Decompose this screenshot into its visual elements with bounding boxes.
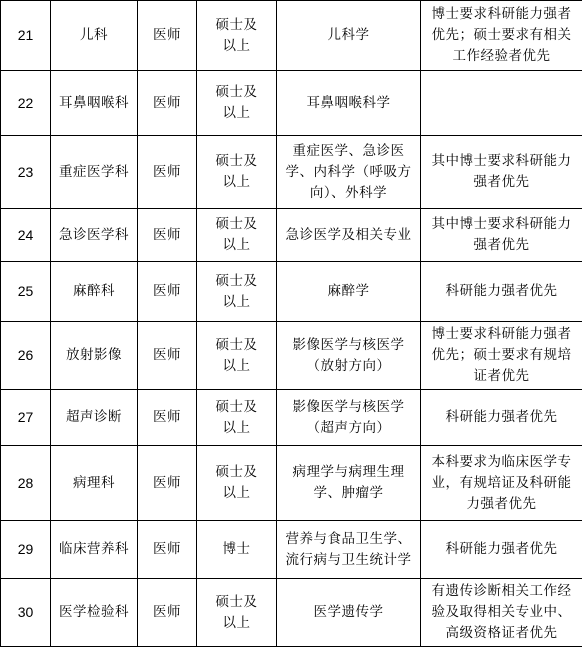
degree-cell: 硕士及以上 — [197, 322, 277, 390]
position-cell: 医师 — [138, 322, 197, 390]
note-cell: 科研能力强者优先 — [421, 262, 582, 322]
row-number: 22 — [1, 71, 51, 136]
department-cell: 儿科 — [51, 1, 138, 71]
row-number: 24 — [1, 209, 51, 262]
department-cell: 医学检验科 — [51, 579, 138, 647]
position-cell: 医师 — [138, 579, 197, 647]
degree-cell: 硕士及以上 — [197, 579, 277, 647]
major-cell: 麻醉学 — [277, 262, 421, 322]
note-cell: 其中博士要求科研能力强者优先 — [421, 136, 582, 209]
degree-cell: 硕士及以上 — [197, 209, 277, 262]
table-row — [1, 579, 582, 647]
table-row — [1, 71, 582, 136]
position-cell: 医师 — [138, 521, 197, 579]
position-cell: 医师 — [138, 71, 197, 136]
row-number: 30 — [1, 579, 51, 647]
degree-cell: 硕士及以上 — [197, 1, 277, 71]
note-cell: 科研能力强者优先 — [421, 521, 582, 579]
department-cell: 重症医学科 — [51, 136, 138, 209]
major-cell: 影像医学与核医学（超声方向） — [277, 390, 421, 446]
degree-cell: 硕士及以上 — [197, 446, 277, 521]
department-cell: 麻醉科 — [51, 262, 138, 322]
department-cell: 放射影像 — [51, 322, 138, 390]
degree-cell: 硕士及以上 — [197, 71, 277, 136]
department-cell: 临床营养科 — [51, 521, 138, 579]
major-cell: 耳鼻咽喉科学 — [277, 71, 421, 136]
table-row — [1, 136, 582, 209]
major-cell: 营养与食品卫生学、流行病与卫生统计学 — [277, 521, 421, 579]
degree-cell: 硕士及以上 — [197, 262, 277, 322]
major-cell: 重症医学、急诊医学、内科学（呼吸方向）、外科学 — [277, 136, 421, 209]
department-cell: 急诊医学科 — [51, 209, 138, 262]
position-cell: 医师 — [138, 1, 197, 71]
row-number: 29 — [1, 521, 51, 579]
position-cell: 医师 — [138, 446, 197, 521]
note-cell: 其中博士要求科研能力强者优先 — [421, 209, 582, 262]
note-cell: 博士要求科研能力强者优先；硕士要求有相关工作经验者优先 — [421, 1, 582, 71]
degree-cell: 博士 — [197, 521, 277, 579]
department-cell: 超声诊断 — [51, 390, 138, 446]
note-cell: 科研能力强者优先 — [421, 390, 582, 446]
major-cell: 急诊医学及相关专业 — [277, 209, 421, 262]
degree-cell: 硕士及以上 — [197, 136, 277, 209]
table-row — [1, 209, 582, 262]
note-cell: 本科要求为临床医学专业，有规培证及科研能力强者优先 — [421, 446, 582, 521]
major-cell: 儿科学 — [277, 1, 421, 71]
position-cell: 医师 — [138, 209, 197, 262]
table-row — [1, 1, 582, 71]
row-number: 28 — [1, 446, 51, 521]
major-cell: 病理学与病理生理学、肿瘤学 — [277, 446, 421, 521]
table-row — [1, 390, 582, 446]
position-cell: 医师 — [138, 136, 197, 209]
row-number: 26 — [1, 322, 51, 390]
position-cell: 医师 — [138, 390, 197, 446]
degree-cell: 硕士及以上 — [197, 390, 277, 446]
department-cell: 病理科 — [51, 446, 138, 521]
row-number: 23 — [1, 136, 51, 209]
major-cell: 医学遗传学 — [277, 579, 421, 647]
table-row — [1, 322, 582, 390]
position-cell: 医师 — [138, 262, 197, 322]
table-row — [1, 446, 582, 521]
row-number: 21 — [1, 1, 51, 71]
major-cell: 影像医学与核医学（放射方向） — [277, 322, 421, 390]
department-cell: 耳鼻咽喉科 — [51, 71, 138, 136]
row-number: 25 — [1, 262, 51, 322]
note-cell: 有遗传诊断相关工作经验及取得相关专业中、高级资格证者优先 — [421, 579, 582, 647]
table-row — [1, 262, 582, 322]
note-cell — [421, 71, 582, 136]
row-number: 27 — [1, 390, 51, 446]
note-cell: 博士要求科研能力强者优先；硕士要求有规培证者优先 — [421, 322, 582, 390]
table-row — [1, 521, 582, 579]
